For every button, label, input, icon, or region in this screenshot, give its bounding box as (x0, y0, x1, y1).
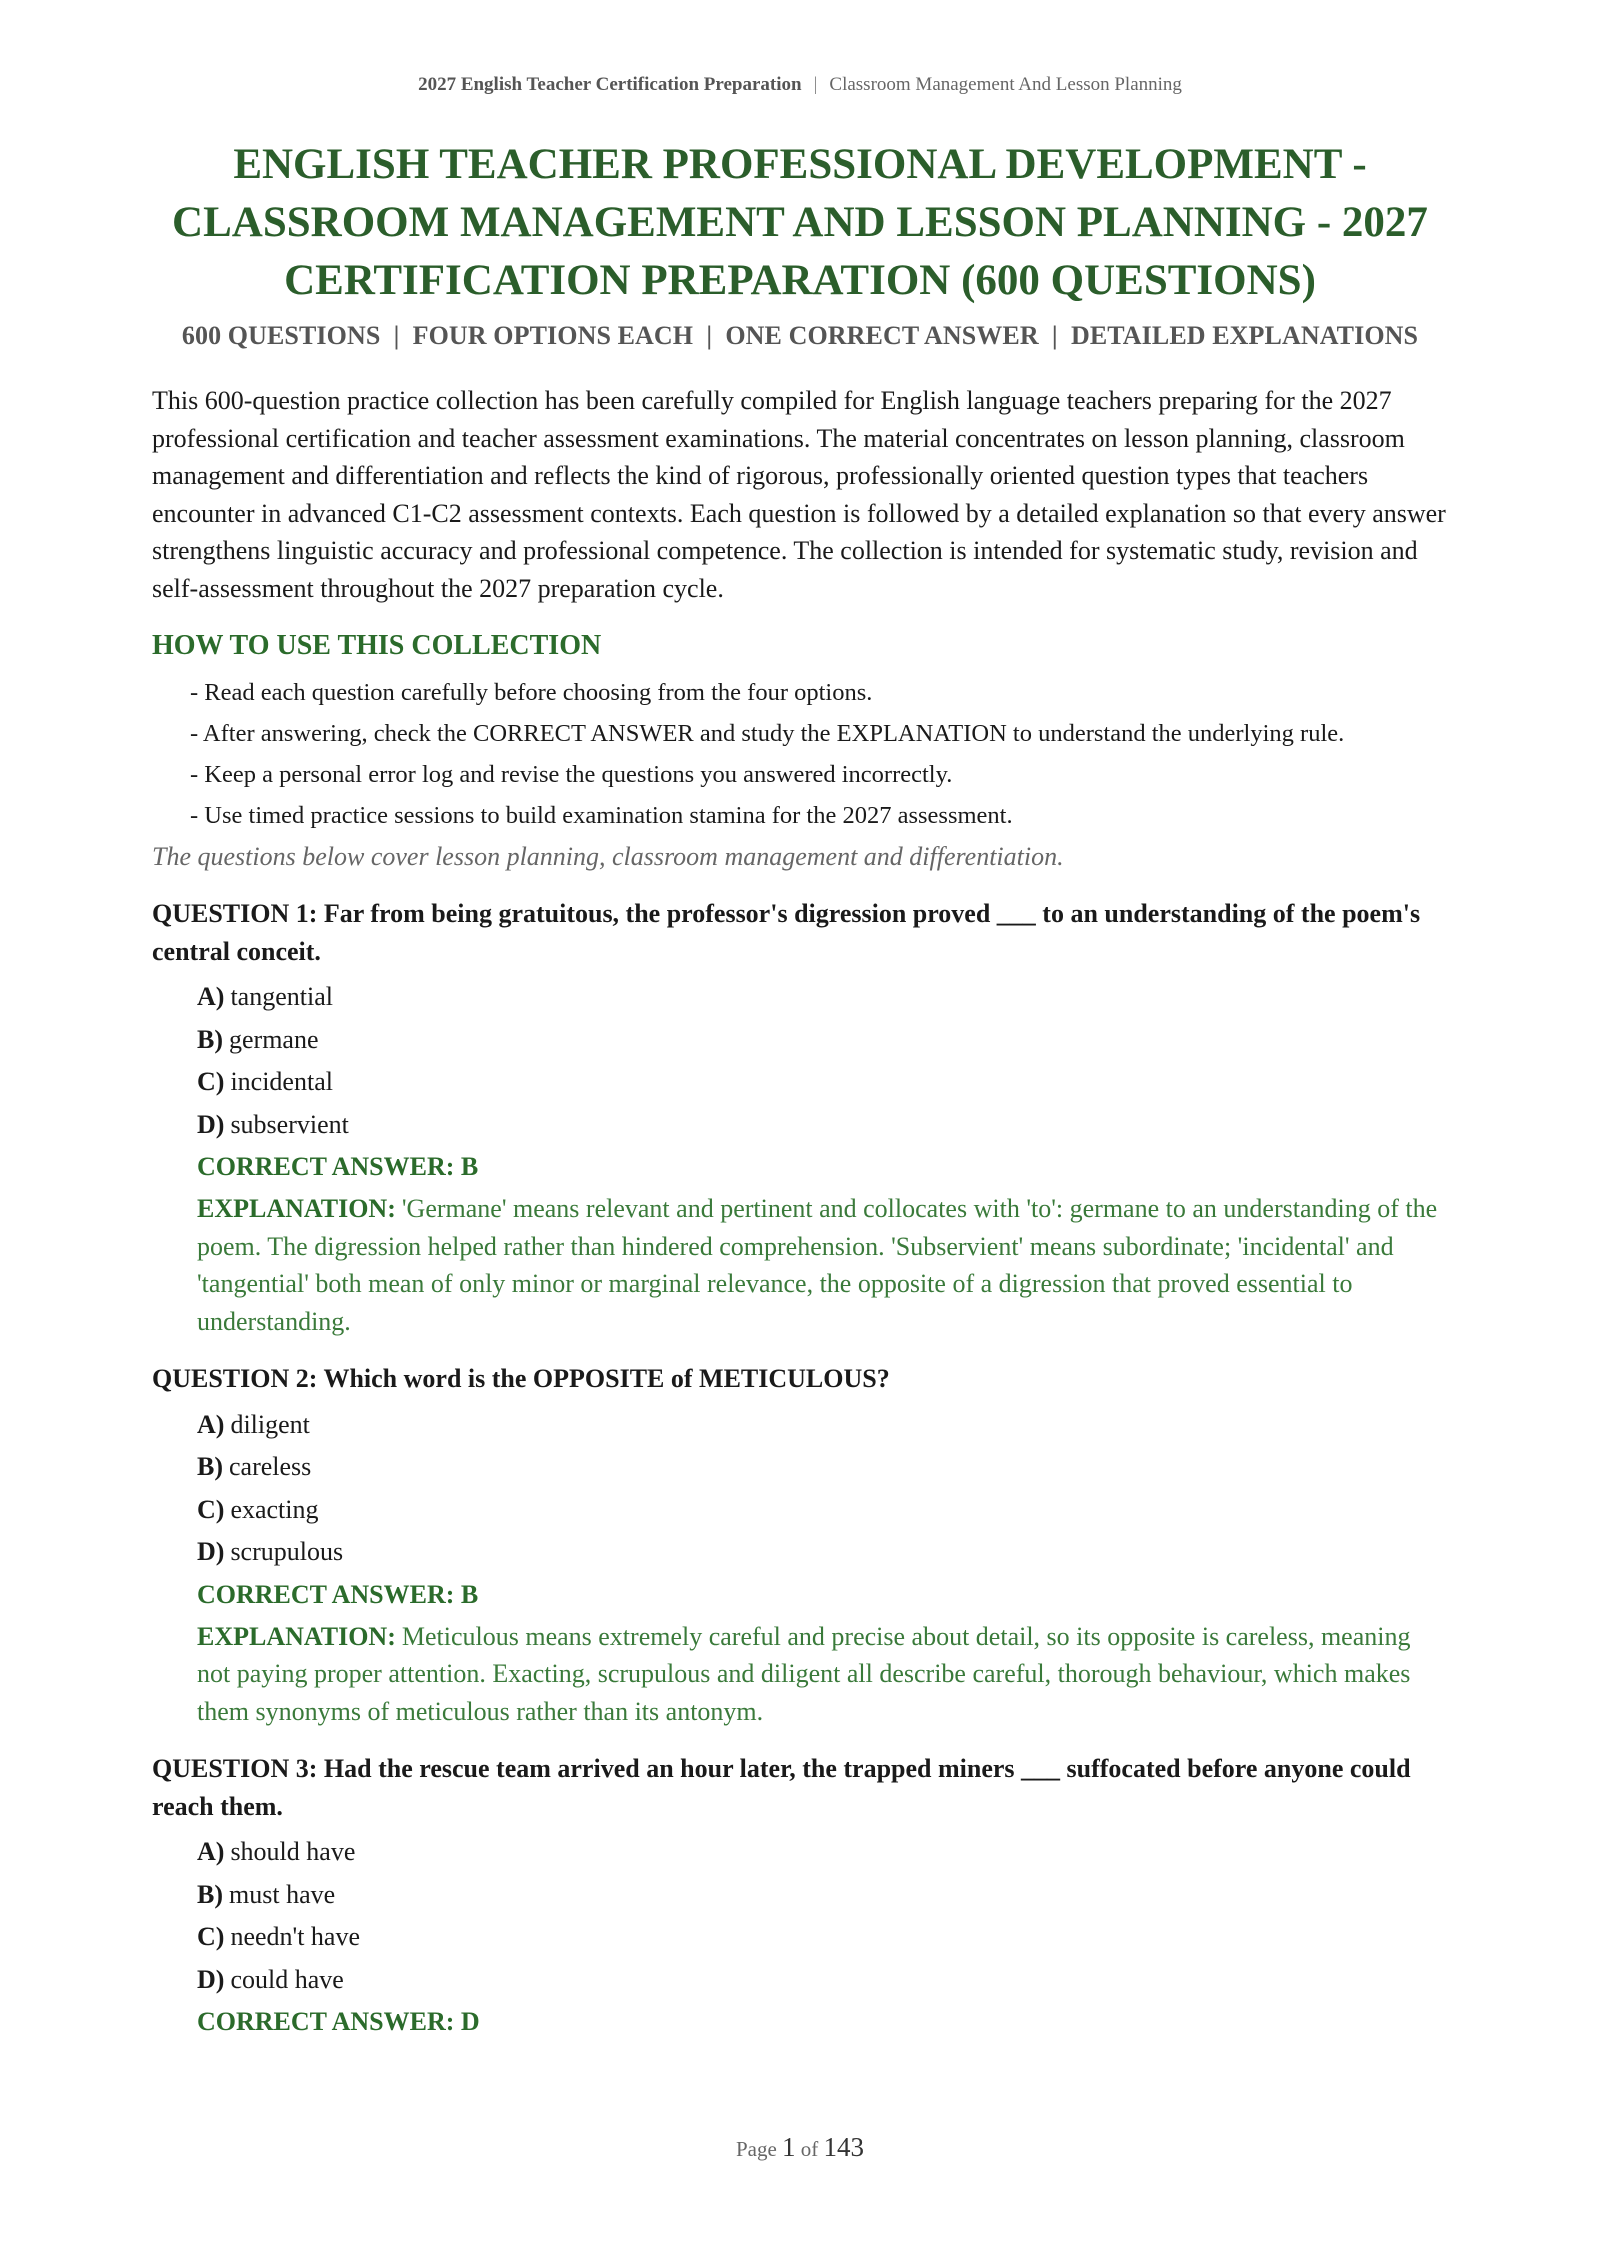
correct-answer: CORRECT ANSWER: B (197, 1152, 479, 1181)
option-list (152, 976, 1448, 1146)
option-letter: B) (197, 1024, 223, 1054)
explanation-text: Meticulous means extremely careful and precise about detail, so its opposite is careless, meaning not paying proper attention. Exacting, scrupulous and diligent all describe careful, thorough behaviour, which makes them synonyms of meticulous rather than its antonym. (197, 1621, 1411, 1726)
running-header (0, 74, 1600, 96)
option-letter: B) (197, 1879, 223, 1909)
option-text: must have (229, 1879, 336, 1909)
correct-answer: CORRECT ANSWER: D (197, 2007, 480, 2036)
coverage-note: The questions below cover lesson planning, classroom management and differentiation. (152, 842, 1064, 871)
option-item (197, 1404, 1448, 1447)
option-letter: C) (197, 1067, 225, 1096)
intro-paragraph: This 600-question practice collection has been carefully compiled for English language teachers preparing for the 2027 professional certification and teacher assessment examinations. The material concentrates on lesson planning, classroom management and differentiation and reflects the kind of rigorous, professionally oriented question types that teachers encounter in advanced C1-C2 assessment contexts. Each question is followed by a detailed explanation so that every answer strengthens linguistic accuracy and professional competence. The collection is intended for systematic study, revision and self-assessment throughout the 2027 preparation cycle. (152, 386, 1446, 603)
option-list (152, 1831, 1448, 2001)
option-item (197, 1959, 1448, 2002)
option-item (197, 1489, 1448, 1532)
page-title: ENGLISH TEACHER PROFESSIONAL DEVELOPMENT - CLASSROOM MANAGEMENT AND LESSON PLANNING - 2027 CERTIFICATION PREPARATION (600 QUESTIONS) (172, 141, 1428, 304)
option-item (197, 1874, 1448, 1917)
option-item (197, 1916, 1448, 1959)
option-text: could have (230, 1964, 344, 1994)
option-letter: C) (197, 1922, 225, 1951)
option-text: diligent (230, 1409, 310, 1439)
question-block (152, 1750, 1448, 2043)
option-text: should have (230, 1837, 356, 1866)
how-to-item: - Read each question carefully before choosing from the four options. (190, 679, 873, 706)
question-stem: QUESTION 3: Had the rescue team arrived an hour later, the trapped miners ___ suffocated before anyone could reach them. (152, 1754, 1411, 1821)
option-letter: D) (197, 1109, 225, 1139)
option-letter: A) (197, 982, 225, 1011)
question-stem: QUESTION 1: Far from being gratuitous, the professor's digression proved ___ to an understanding of the poem's central conceit. (152, 899, 1421, 966)
option-text: needn't have (230, 1922, 361, 1951)
option-letter: D) (197, 1964, 225, 1994)
how-to-item: - After answering, check the CORRECT ANSWER and study the EXPLANATION to understand the underlying rule. (190, 720, 1345, 747)
how-to-list (152, 675, 1448, 834)
option-item (197, 1831, 1448, 1874)
option-text: careless (229, 1452, 312, 1481)
page-footer (0, 2132, 1600, 2163)
option-letter: D) (197, 1537, 225, 1566)
option-item (197, 1104, 1448, 1147)
option-letter: A) (197, 1837, 225, 1866)
option-text: subservient (230, 1109, 349, 1139)
main-content (152, 382, 1448, 2063)
footer-page-word: Page (735, 2137, 777, 2161)
correct-answer: CORRECT ANSWER: B (197, 1579, 479, 1609)
option-text: incidental (230, 1067, 333, 1096)
header-series: 2027 English Teacher Certification Preparation (418, 74, 802, 95)
header-separator: | (813, 74, 818, 95)
explanation (152, 1618, 1448, 1731)
option-letter: A) (197, 1409, 225, 1439)
option-text: scrupulous (230, 1537, 344, 1566)
explanation-text: 'Germane' means relevant and pertinent and collocates with 'to': germane to an understanding of the poem. The digression helped rather than hindered comprehension. 'Subservient' means subordinate; 'incidental' and 'tangential' both mean of only minor or marginal relevance, the opposite of a digression that proved essential to understanding. (197, 1194, 1438, 1336)
option-item (197, 1446, 1448, 1489)
option-text: tangential (230, 982, 333, 1011)
explanation-label: EXPLANATION: (197, 1194, 396, 1223)
option-item (197, 1531, 1448, 1574)
question-block (152, 1360, 1448, 1730)
explanation (152, 1190, 1448, 1340)
how-to-heading: HOW TO USE THIS COLLECTION (152, 630, 602, 661)
header-topic: Classroom Management And Lesson Planning (829, 74, 1182, 95)
how-to-item: - Use timed practice sessions to build examination stamina for the 2027 assessment. (190, 802, 1013, 829)
footer-page-current: 1 (782, 2132, 796, 2162)
how-to-item: - Keep a personal error log and revise the questions you answered incorrectly. (190, 761, 953, 788)
option-letter: C) (197, 1494, 225, 1524)
footer-of-word: of (800, 2137, 819, 2161)
option-item (197, 1019, 1448, 1062)
explanation-label: EXPLANATION: (197, 1621, 396, 1651)
option-item (197, 976, 1448, 1019)
option-item (197, 1061, 1448, 1104)
question-block (152, 895, 1448, 1340)
footer-page-total: 143 (823, 2132, 865, 2162)
question-stem: QUESTION 2: Which word is the OPPOSITE of METICULOUS? (152, 1364, 890, 1393)
page-subtitle: 600 QUESTIONS | FOUR OPTIONS EACH | ONE CORRECT ANSWER | DETAILED EXPLANATIONS (181, 321, 1419, 350)
option-text: germane (229, 1024, 319, 1054)
option-text: exacting (230, 1494, 319, 1524)
option-letter: B) (197, 1452, 223, 1481)
option-list (152, 1404, 1448, 1574)
